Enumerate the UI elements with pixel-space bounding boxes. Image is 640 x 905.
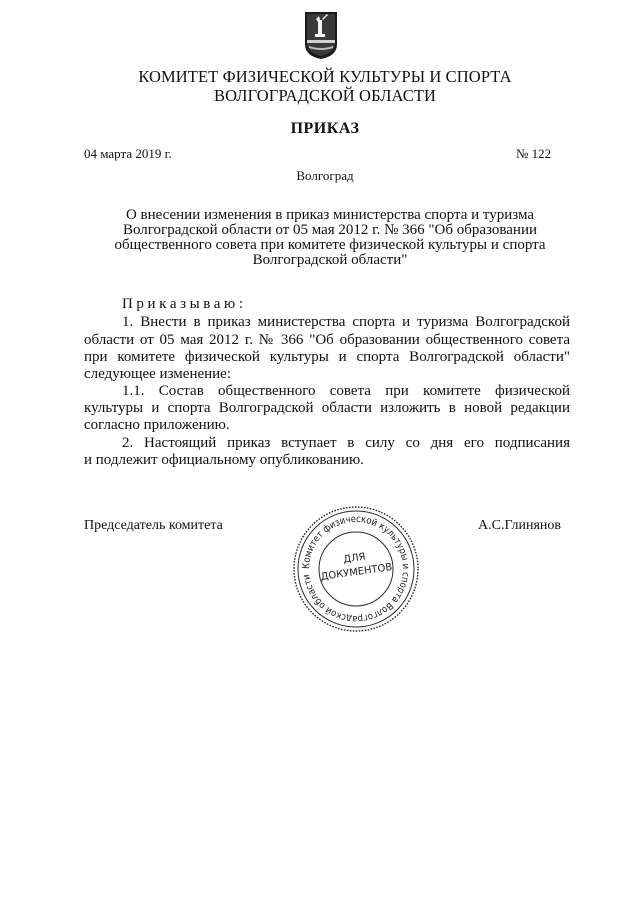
paragraph-1-1-line: культуры и спорта Волгоградской области изложить в новой редакции xyxy=(84,400,570,416)
document-number: № 122 xyxy=(516,146,552,161)
order-word: Приказываю: xyxy=(122,296,247,312)
stamp-center-line1: ДЛЯ xyxy=(342,551,367,566)
document-date: 04 марта 2019 г. xyxy=(84,146,172,161)
document-title: ПРИКАЗ xyxy=(290,120,360,137)
paragraph-1-1-line: 1.1. Состав общественного совета при комитете физической xyxy=(122,383,570,399)
org-name-line1: КОМИТЕТ ФИЗИЧЕСКОЙ КУЛЬТУРЫ И СПОРТА xyxy=(138,67,512,86)
signatory-name: А.С.Глинянов xyxy=(478,518,562,533)
document-subject xyxy=(100,208,560,268)
subject-line: Волгоградской области от 05 мая 2012 г. № 366 "Об образовании xyxy=(122,222,538,238)
subject-line: общественного совета при комитете физической культуры и спорта xyxy=(114,237,546,253)
paragraph-1-1-line: согласно приложению. xyxy=(84,417,230,433)
signatory-position: Председатель комитета xyxy=(84,518,223,533)
subject-line: Волгоградской области" xyxy=(252,252,408,268)
paragraph-2-line: 2. Настоящий приказ вступает в силу со дня его подписания xyxy=(122,435,570,451)
paragraph-2-line: и подлежит официальному опубликованию. xyxy=(84,452,364,468)
stamp-center-line2: ДОКУМЕНТОВ xyxy=(319,561,393,583)
volgograd-coat-of-arms-icon xyxy=(303,10,339,60)
paragraph-1-line: при комитете физической культуры и спорта Волгоградской области" xyxy=(84,349,570,365)
subject-line: О внесении изменения в приказ министерства спорта и туризма xyxy=(125,207,535,223)
stamp-ring-text: Комитет физической культуры и спорта Волгоградской области xyxy=(300,513,412,625)
document-city: Волгоград xyxy=(296,168,354,183)
org-name-line2: ВОЛГОГРАДСКОЙ ОБЛАСТИ xyxy=(213,86,437,105)
paragraph-1-line: 1. Внести в приказ министерства спорта и туризма Волгоградской xyxy=(122,314,570,330)
official-stamp xyxy=(290,503,422,635)
paragraph-1-line: следующее изменение: xyxy=(84,366,232,382)
paragraph-1-line: области от 05 мая 2012 г. № 366 "Об образовании общественного совета xyxy=(84,332,570,348)
